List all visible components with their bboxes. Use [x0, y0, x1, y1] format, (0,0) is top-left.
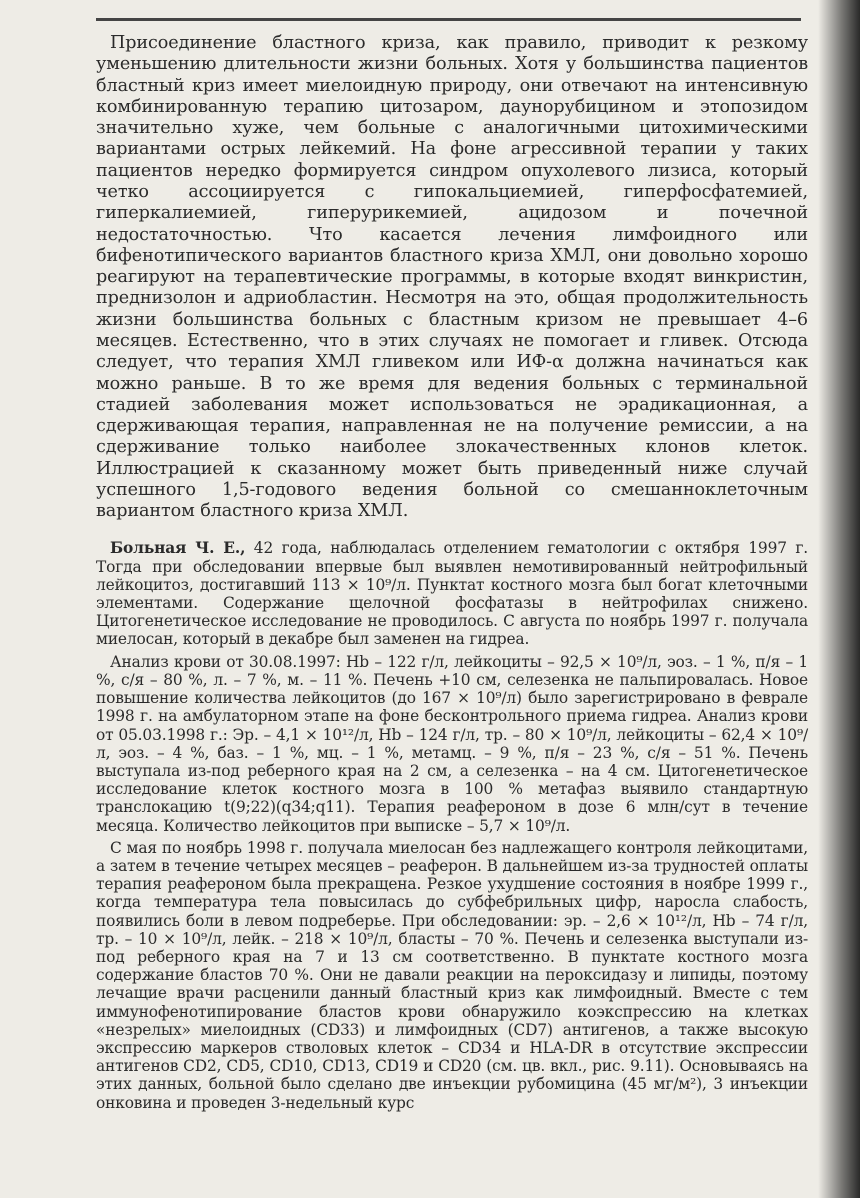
case-paragraph-1 [96, 539, 808, 648]
binding-shadow [818, 0, 860, 1198]
text-column [96, 33, 808, 1112]
intro-paragraph: Присоединение бластного криза, как правило, приводит к резкому уменьшению длительности жизни больных. Хотя у большинства пациентов бластный криз имеет миелоидную природу, они отвечают на интенсивную комбинированную терапию цитозаром, даунорубицином и этопозидом значительно хуже, чем больные с аналогичными цитохимическими вариантами острых лейкемий. На фоне агрессивной терапии у таких пациентов нередко формируется синдром опухолевого лизиса, который четко ассоциируется с гипокальциемией, гиперфосфатемией, гиперкалиемией, гиперурикемией, ацидозом и почечной недостаточностью. Что касается лечения лимфоидного или бифенотипического вариантов бластного криза ХМЛ, они довольно хорошо реагируют на терапевтические программы, в которые входят винкристин, преднизолон и адриобластин. Несмотря на это, общая продолжительность жизни большинства больных с бластным кризом не превышает 4–6 месяцев. Естественно, что в этих случаях не помогает и гливек. Отсюда следует, что терапия ХМЛ гливеком или ИФ-α должна начинаться как можно раньше. В то же время для ведения больных с терминальной стадией заболевания может использоваться не эрадикационная, а сдерживающая терапия, направленная не на получение ремиссии, а на сдерживание только наиболее злокачественных клонов клеток. Иллюстрацией к сказанному может быть приведенный ниже случай успешного 1,5-годового ведения больной со смешанноклеточным вариантом бластного криза ХМЛ. [96, 33, 808, 522]
case-paragraph-1-text: 42 года, наблюдалась отделением гематологии с октября 1997 г. Тогда при обследовании впервые был выявлен немотивированный нейтрофильный лейкоцитоз, достигавший 113 × 10⁹/л. Пунктат костного мозга был богат клеточными элементами. Содержание щелочной фосфатазы в нейтрофилах снижено. Цитогенетическое исследование не проводилось. С августа по ноябрь 1997 г. получала миелосан, который в декабре был заменен на гидреа. [96, 539, 809, 649]
header-rule [96, 18, 801, 21]
case-patient-name: Больная Ч. Е., [110, 539, 246, 558]
case-paragraph-3: С мая по ноябрь 1998 г. получала миелосан без надлежащего контроля лейкоцитами, а затем в течение четырех месяцев – реаферон. В дальнейшем из-за трудностей оплаты терапия реафероном была прекращена. Резкое ухудшение состояния в ноябре 1999 г., когда температура тела повысилась до субфебрильных цифр, наросла слабость, появились боли в левом подреберье. При обследовании: эр. – 2,6 × 10¹²/л, Hb – 74 г/л, тр. – 10 × 10⁹/л, лейк. – 218 × 10⁹/л, бласты – 70 %. Печень и селезенка выступали из-под реберного края на 7 и 13 см соответственно. В пунктате костного мозга содержание бластов 70 %. Они не давали реакции на пероксидазу и липиды, поэтому лечащие врачи расценили данный бластный криз как лимфоидный. Вместе с тем иммунофенотипирование бластов крови обнаружило коэкспрессию на клетках «незрелых» миелоидных (CD33) и лимфоидных (CD7) антигенов, а также высокую экспрессию маркеров стволовых клеток – CD34 и HLA-DR в отсутствие экспрессии антигенов CD2, CD5, CD10, CD13, CD19 и CD20 (см. цв. вкл., рис. 9.11). Основываясь на этих данных, больной было сделано две инъекции рубомицина (45 мг/м²), 3 инъекции онковина и проведен 3-недельный курс [96, 838, 808, 1112]
case-paragraph-2: Анализ крови от 30.08.1997: Hb – 122 г/л, лейкоциты – 92,5 × 10⁹/л, эоз. – 1 %, п/я – 1 %, с/я – 80 %, л. – 7 %, м. – 11 %. Печень +10 см, селезенка не пальпировалась. Новое повышение количества лейкоцитов (до 167 × 10⁹/л) было зарегистрировано в феврале 1998 г. на амбулаторном этапе на фоне бесконтрольного приема гидреа. Анализ крови от 05.03.1998 г.: Эр. – 4,1 × 10¹²/л, Hb – 124 г/л, тр. – 80 × 10⁹/л, лейкоциты – 62,4 × 10⁹/л, эоз. – 4 %, баз. – 1 %, мц. – 1 %, метамц. – 9 %, п/я – 23 %, с/я – 51 %. Печень выступала из-под реберного края на 2 см, а селезенка – на 4 см. Цитогенетическое исследование клеток костного мозга в 100 % метафаз выявило стандартную транслокацию t(9;22)(q34;q11). Терапия реафероном в дозе 6 млн/сут в течение месяца. Количество лейкоцитов при выписке – 5,7 × 10⁹/л. [96, 652, 808, 835]
